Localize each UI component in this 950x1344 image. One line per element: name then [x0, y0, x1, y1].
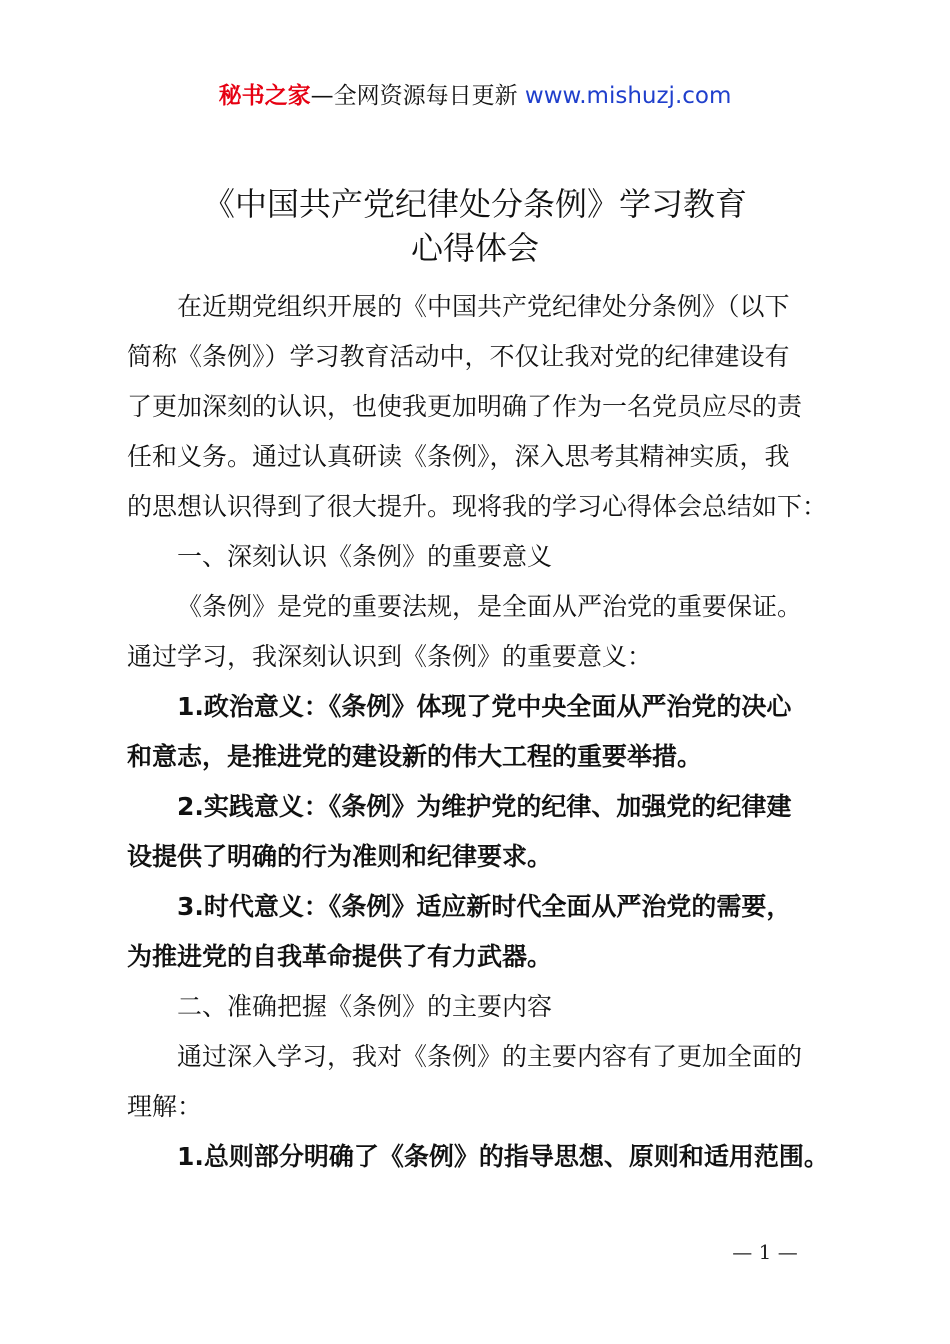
point-practical-line: 设提供了明确的行为准则和纪律要求。	[127, 842, 553, 871]
point-era-line: 为推进党的自我革命提供了有力武器。	[127, 942, 553, 971]
intro-paragraph-line: 了更加深刻的认识，也使我更加明确了作为一名党员应尽的责	[127, 392, 803, 421]
intro-paragraph-line: 任和义务。通过认真研读《条例》，深入思考其精神实质，我	[127, 442, 790, 471]
point-political-line: 1.政治意义：《条例》体现了党中央全面从严治党的决心	[177, 692, 792, 721]
section-heading-1: 一、深刻认识《条例》的重要意义	[177, 542, 553, 571]
section-2-paragraph-line: 理解：	[127, 1092, 203, 1121]
title-line-2: 心得体会	[410, 229, 539, 267]
document-body	[127, 282, 833, 1182]
site-brand: 秘书之家	[218, 83, 311, 109]
point-practical-line: 2.实践意义：《条例》为维护党的纪律、加强党的纪律建	[177, 792, 792, 821]
page-number: — 1 —	[732, 1240, 798, 1264]
site-url-link[interactable]: www.mishuzj.com	[524, 83, 732, 109]
intro-paragraph-line: 简称《条例》）学习教育活动中，不仅让我对党的纪律建设有	[127, 342, 790, 371]
point-era-line: 3.时代意义：《条例》适应新时代全面从严治党的需要，	[177, 892, 792, 921]
point-general-provisions-line: 1.总则部分明确了《条例》的指导思想、原则和适用范围。	[177, 1142, 829, 1171]
section-2-paragraph-line: 通过深入学习，我对《条例》的主要内容有了更加全面的	[177, 1042, 803, 1071]
site-banner	[0, 80, 950, 112]
section-heading-2: 二、准确把握《条例》的主要内容	[177, 992, 553, 1021]
site-tagline: —全网资源每日更新	[310, 83, 518, 109]
intro-paragraph-line: 的思想认识得到了很大提升。现将我的学习心得体会总结如下：	[127, 492, 828, 521]
point-political-line: 和意志，是推进党的建设新的伟大工程的重要举措。	[127, 742, 703, 771]
intro-paragraph-line: 在近期党组织开展的《中国共产党纪律处分条例》（以下	[177, 292, 790, 321]
title-line-1: 《中国共产党纪律处分条例》学习教育	[202, 185, 747, 223]
section-1-paragraph-line: 通过学习，我深刻认识到《条例》的重要意义：	[127, 642, 653, 671]
section-1-paragraph-line: 《条例》是党的重要法规，是全面从严治党的重要保证。	[177, 592, 803, 621]
document-title	[0, 182, 950, 270]
